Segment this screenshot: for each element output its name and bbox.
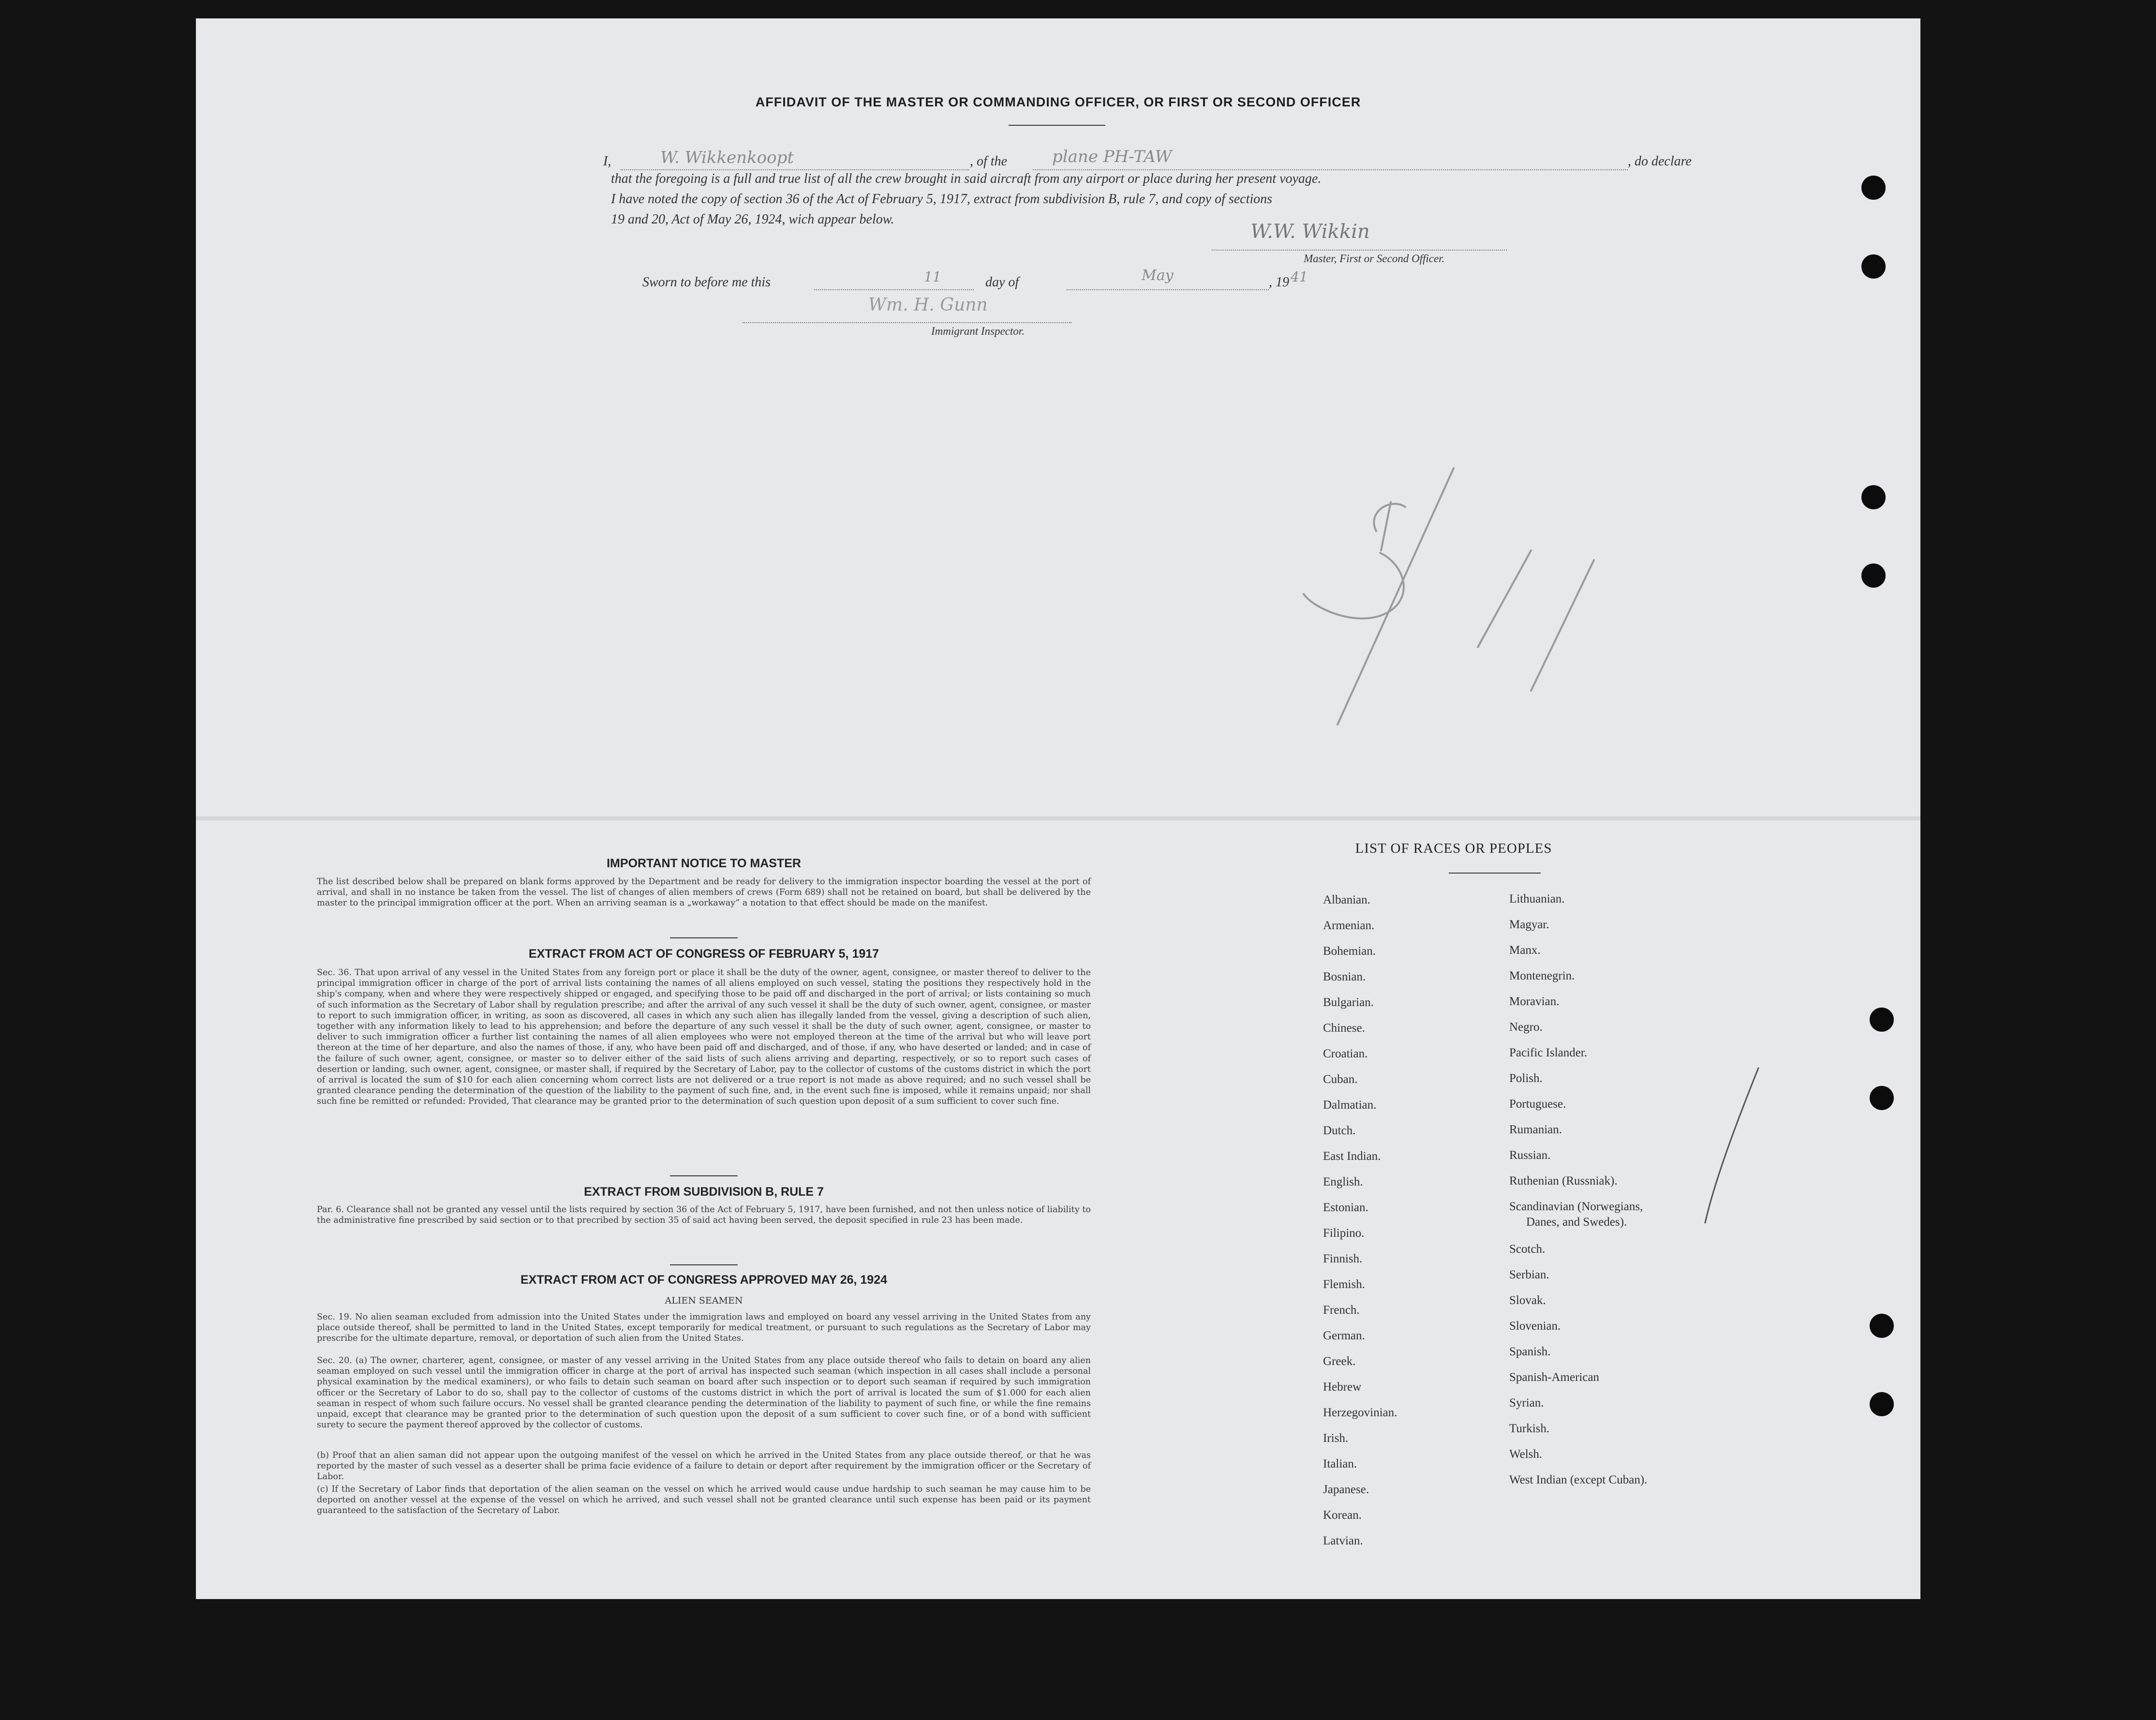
master-label: Master, First or Second Officer. [1304,252,1445,265]
race-item: Pacific Islander. [1509,1046,1588,1059]
sworn-year-prefix: , 19 [1269,275,1289,290]
race-item: Chinese. [1323,1022,1365,1035]
pencil-annotation [1260,454,1695,763]
punch-hole [1861,485,1886,509]
sworn-prefix: Sworn to before me this [642,275,771,290]
race-item: English. [1323,1175,1363,1188]
extract-1924-title: EXTRACT FROM ACT OF CONGRESS APPROVED MAY 26, 1924 [520,1273,888,1287]
vessel-handwriting: plane PH-TAW [1052,147,1172,166]
race-item: Rumanian. [1509,1123,1562,1136]
race-item: Estonian. [1323,1201,1368,1214]
punch-hole [1870,1008,1894,1032]
races-title: LIST OF RACES OR PEOPLES [1355,841,1552,856]
race-item: Irish. [1323,1432,1349,1445]
inspector-signature: Wm. H. Gunn [868,295,988,315]
race-item: Finnish. [1323,1252,1363,1265]
sworn-day: 11 [924,269,941,285]
race-item: Negro. [1509,1021,1543,1034]
extract-1917-text: Sec. 36. That upon arrival of any vessel in the United States from any foreign port or place it shall be the duty of the owner, agent, consignee, or master thereof to deliver to the principal immigration officer in charge of the port of arrival lists containing the names of all aliens employed on such vessel, stating the positions they respectively hold in the ship's company, when and where they were respectively shipped or engaged, and specifying those to be paid off and discharged in the port of arrival; or lists containing so much of such information as the Secretary of Labor shall by regulation prescribe; and after the arrival of any such vessel it shall be the duty of such owner, agent, consignee, or master to report to such immigration officer, in writing, as soon as discovered, all cases in which any such alien has illegally landed from the vessel, giving a description of such alien, together with any information likely to lead to his apprehension; and before the departure of any such vessel it shall be the duty of such owner, agent, consignee, or master to deliver to such immigration officer a further list containing the names of all alien employees who were not employed thereon at the time of the arrival but who will leave port thereon at the time of her departure, and also the names of those, if any, who have been paid off and discharged, and of those, if any, who have deserted or landed; and in case of the failure of such owner, agent, consignee, or master so to deliver either of the said lists of such aliens arriving and departing, respectively, or so to report such cases of desertion or landing, such owner, agent, consignee, or master shall, if required by the Secretary of Labor, pay to the collector of customs of the customs district in which the port of arrival is located the sum of $10 for each alien concerning whom correct lists are not delivered or a true report is not made as above required; and no such vessel shall be granted clearance pending the determination of the question of the liability to the payment of such fine, and, in the event such fine is imposed, while it remains unpaid; nor shall such fine be remitted or refunded: Provided, That clearance may be granted prior to the determination of such question upon deposit of a sum sufficient to cover such fine. [317,968,1091,1107]
notice-text: The list described below shall be prepared on blank forms approved by the Department and be ready for delivery to the immigration inspector boarding the vessel at the port of arrival, and shall in no instance be taken from the vessel. The list of changes of alien members of crews (Form 689) shall not be retained on board, but shall be delivered by the master to the principal immigration officer at the port. When an arriving seaman is a „workaway” a notation to that effect should be made on the manifest. [317,877,1091,908]
rule7-divider [670,1264,738,1265]
race-item: Danes, and Swedes). [1526,1216,1627,1229]
annotation-text: 5/11 [1405,550,1407,551]
race-item: East Indian. [1323,1150,1381,1163]
inspector-signature-line [743,322,1071,323]
race-item: Japanese. [1323,1483,1369,1496]
race-item: Scandinavian (Norwegians, [1509,1200,1643,1213]
race-item: Spanish. [1509,1345,1551,1358]
race-item: French. [1323,1304,1360,1317]
race-item: Bosnian. [1323,970,1366,983]
document-sheet [196,18,1920,1599]
sworn-month-line [1067,289,1269,290]
race-item: Welsh. [1509,1448,1543,1461]
alien-seamen-subtitle: ALIEN SEAMEN [665,1295,743,1306]
race-item: Syrian. [1509,1396,1544,1409]
officer-name-handwriting: W. Wikkenkoopt [660,148,794,167]
race-item: Spanish-American [1509,1371,1600,1384]
race-item: Polish. [1509,1072,1543,1085]
race-item: Herzegovinian. [1323,1406,1398,1419]
notice-divider [670,937,738,938]
master-signature-line [1212,250,1507,251]
races-column-2 [1509,886,1647,1493]
pencil-check-mark [1671,1058,1768,1252]
races-column-1 [1323,887,1397,1554]
punch-hole [1861,563,1886,588]
sec19-text: Sec. 19. No alien seaman excluded from admission into the United States under the immigration laws and employed on board any vessel arriving in the United States from any place outside thereof, shall be permitted to land in the United States, except temporarily for medical treatment, or pursuant to such regulations as the Secretary of Labor may prescribe for the ultimate departure, removal, or deportation of such alien from the United States. [317,1312,1091,1344]
affidavit-line3: I have noted the copy of section 36 of the Act of February 5, 1917, extract from subdivision B, rule 7, and copy of sections [611,192,1273,207]
sec20b-text: (b) Proof that an alien saman did not appear upon the outgoing manifest of the vessel on which he arrived in the United States from any place outside thereof, or that he was reported by the master of such vessel as a deserter shall be prima facie evidence of a failure to detain or deport after requirement by the immigration officer or the Secretary of Labor. [317,1451,1091,1482]
extract-1917-divider [670,1175,738,1176]
race-item: Manx. [1509,944,1541,957]
notice-title: IMPORTANT NOTICE TO MASTER [607,857,801,870]
race-item: Armenian. [1323,919,1375,932]
punch-hole [1870,1392,1894,1416]
rule7-text: Par. 6. Clearance shall not be granted any vessel until the lists required by section 36 of the Act of February 5, 1917, have been furnished, and not then unless notice of liability to the administrative fine prescribed by said section or to that precribed by section 35 of said act having been served, the deposit specified in rule 23 has been made. [317,1205,1091,1226]
affidavit-line1-mid: , of the [970,154,1007,169]
inspector-label: Immigrant Inspector. [931,325,1025,337]
race-item: Ruthenian (Russniak). [1509,1174,1618,1187]
race-item: Cuban. [1323,1073,1358,1086]
race-item: Turkish. [1509,1422,1550,1435]
race-item: Croatian. [1323,1047,1368,1060]
vessel-line [1033,169,1628,170]
affidavit-title: AFFIDAVIT OF THE MASTER OR COMMANDING OFFICER, OR FIRST OR SECOND OFFICER [755,95,1361,109]
day-of-label: day of [985,275,1019,290]
race-item: Greek. [1323,1355,1356,1368]
race-item: Lithuanian. [1509,892,1565,905]
sec20c-text: (c) If the Secretary of Labor finds that deportation of the alien seaman on the vessel on which he arrived would cause undue hardship to such seaman he may cause him to be deported on another vessel at the expense of the vessel on which he arrived, and such vessel shall not be granted clearance until such expense has been paid or its payment guaranteed to the satisfaction of the Secretary of Labor. [317,1484,1091,1516]
race-item: Moravian. [1509,995,1560,1008]
race-item: Serbian. [1509,1268,1549,1281]
punch-hole [1870,1086,1894,1110]
punch-hole [1870,1314,1894,1338]
page-fold [196,816,1920,820]
race-item: Dutch. [1323,1124,1356,1137]
sworn-year: 41 [1291,269,1308,285]
race-item: Bohemian. [1323,945,1376,958]
race-item: Albanian. [1323,893,1370,906]
affidavit-line2: that the foregoing is a full and true list of all the crew brought in said aircraft from any airport or place during her present voyage. [611,171,1322,186]
race-item: Filipino. [1323,1227,1365,1240]
race-item: Dalmatian. [1323,1098,1377,1112]
rule7-title: EXTRACT FROM SUBDIVISION B, RULE 7 [584,1185,824,1199]
race-item: West Indian (except Cuban). [1509,1473,1648,1486]
race-item: Portuguese. [1509,1097,1566,1111]
race-item: Magyar. [1509,918,1549,931]
affidavit-line1-prefix: I, [603,154,611,169]
race-item: German. [1323,1329,1365,1342]
sworn-month: May [1142,267,1174,284]
race-item: Montenegrin. [1509,969,1575,982]
master-signature: W.W. Wikkin [1250,221,1370,243]
races-title-underline [1449,873,1541,874]
extract-1917-title: EXTRACT FROM ACT OF CONGRESS OF FEBRUARY 5, 1917 [528,947,879,961]
race-item: Russian. [1509,1149,1551,1162]
punch-hole [1861,254,1886,279]
affidavit-line1-suffix: , do declare [1628,154,1692,169]
race-item: Korean. [1323,1509,1362,1522]
sworn-day-line [814,289,974,290]
race-item: Slovenian. [1509,1320,1561,1333]
title-underline [1009,125,1105,126]
race-item: Scotch. [1509,1243,1546,1256]
punch-hole [1861,176,1886,200]
affidavit-line4: 19 and 20, Act of May 26, 1924, wich appear below. [611,212,894,227]
sec20a-text: Sec. 20. (a) The owner, charterer, agent, consignee, or master of any vessel arriving in the United States from any place outside thereof who fails to detain on board any alien seaman employed on such vessel until the immigration officer in charge at the port of arrival has inspected such seaman (which inspection in all cases shall include a personal physical examination by the medical examiners), or who fails to detain such seaman on board after such inspection or to deport such seaman if required by such immigration officer or the Secretary of Labor to do so, shall pay to the collector of customs of the customs district in which the port of arrival is located the sum of $1.000 for each alien seaman in respect of whom such failure occurs. No vessel shall be granted clearance pending the determination of the liability to payment of such fine, or while the fine remains unpaid, except that clearance may be granted prior to the determination of such question upon the deposit of a sum sufficient to cover such fine, or of a bond with sufficient surety to secure the payment thereof approved by the collector of customs. [317,1356,1091,1430]
race-item: Slovak. [1509,1294,1546,1307]
race-item: Italian. [1323,1457,1357,1470]
race-item: Flemish. [1323,1278,1365,1291]
race-item: Bulgarian. [1323,996,1374,1009]
race-item: Latvian. [1323,1534,1363,1547]
name-line [621,169,969,170]
race-item: Hebrew [1323,1380,1362,1394]
